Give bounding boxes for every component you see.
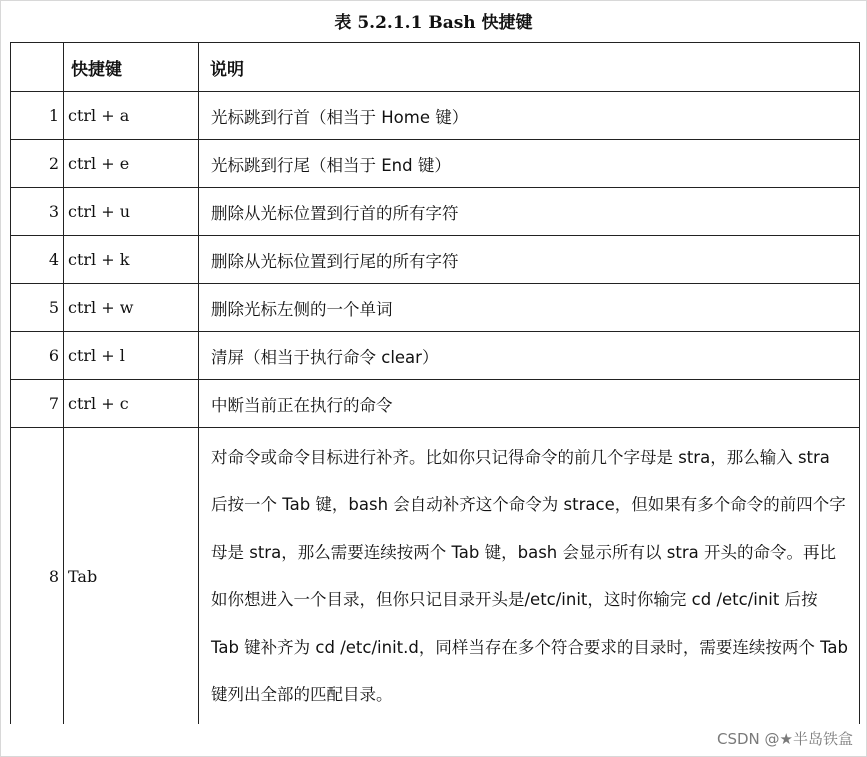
row-index: 7 <box>11 380 64 428</box>
row-description: 删除从光标位置到行尾的所有字符 <box>199 236 860 284</box>
shortcut-table <box>10 42 860 724</box>
row-shortcut: ctrl + u <box>64 188 199 236</box>
row-index: 2 <box>11 140 64 188</box>
table-row <box>11 284 860 332</box>
header-description: 说明 <box>199 43 860 92</box>
row-index: 3 <box>11 188 64 236</box>
header-index <box>11 43 64 92</box>
table-row <box>11 188 860 236</box>
table-row <box>11 140 860 188</box>
row-index: 8 <box>11 428 64 725</box>
header-shortcut: 快捷键 <box>64 43 199 92</box>
row-index: 4 <box>11 236 64 284</box>
table-row <box>11 332 860 380</box>
row-description: 对命令或命令目标进行补齐。比如你只记得命令的前几个字母是 stra，那么输入 stra 后按一个 Tab 键，bash 会自动补齐这个命令为 strace，但如果有多个命令的前四个字母是 stra，那么需要连续按两个 Tab 键，bash 会显示所有以 stra 开头的命令。再比如你想进入一个目录，但你只记目录开头是/etc/init，这时你输完 cd /etc/init 后按 Tab 键补齐为 cd /etc/init.d，同样当存在多个符合要求的目录时，需要连续按两个 Tab 键列出全部的匹配目录。 <box>199 428 860 725</box>
watermark: CSDN @★半岛铁盒 <box>717 730 853 748</box>
table-header-row <box>11 43 860 92</box>
table-caption: 表 5.2.1.1 Bash 快捷键 <box>334 13 533 33</box>
table-row <box>11 380 860 428</box>
row-description: 中断当前正在执行的命令 <box>199 380 860 428</box>
table-row <box>11 236 860 284</box>
table-row <box>11 428 860 725</box>
row-shortcut: ctrl + l <box>64 332 199 380</box>
row-shortcut: ctrl + c <box>64 380 199 428</box>
table-row <box>11 92 860 140</box>
row-shortcut: ctrl + e <box>64 140 199 188</box>
row-description: 删除光标左侧的一个单词 <box>199 284 860 332</box>
row-index: 6 <box>11 332 64 380</box>
row-index: 1 <box>11 92 64 140</box>
row-description: 光标跳到行首（相当于 Home 键） <box>199 92 860 140</box>
row-shortcut: ctrl + a <box>64 92 199 140</box>
row-description: 清屏（相当于执行命令 clear） <box>199 332 860 380</box>
row-description: 删除从光标位置到行首的所有字符 <box>199 188 860 236</box>
row-index: 5 <box>11 284 64 332</box>
row-description: 光标跳到行尾（相当于 End 键） <box>199 140 860 188</box>
row-shortcut: ctrl + k <box>64 236 199 284</box>
row-shortcut: Tab <box>64 428 199 725</box>
row-shortcut: ctrl + w <box>64 284 199 332</box>
